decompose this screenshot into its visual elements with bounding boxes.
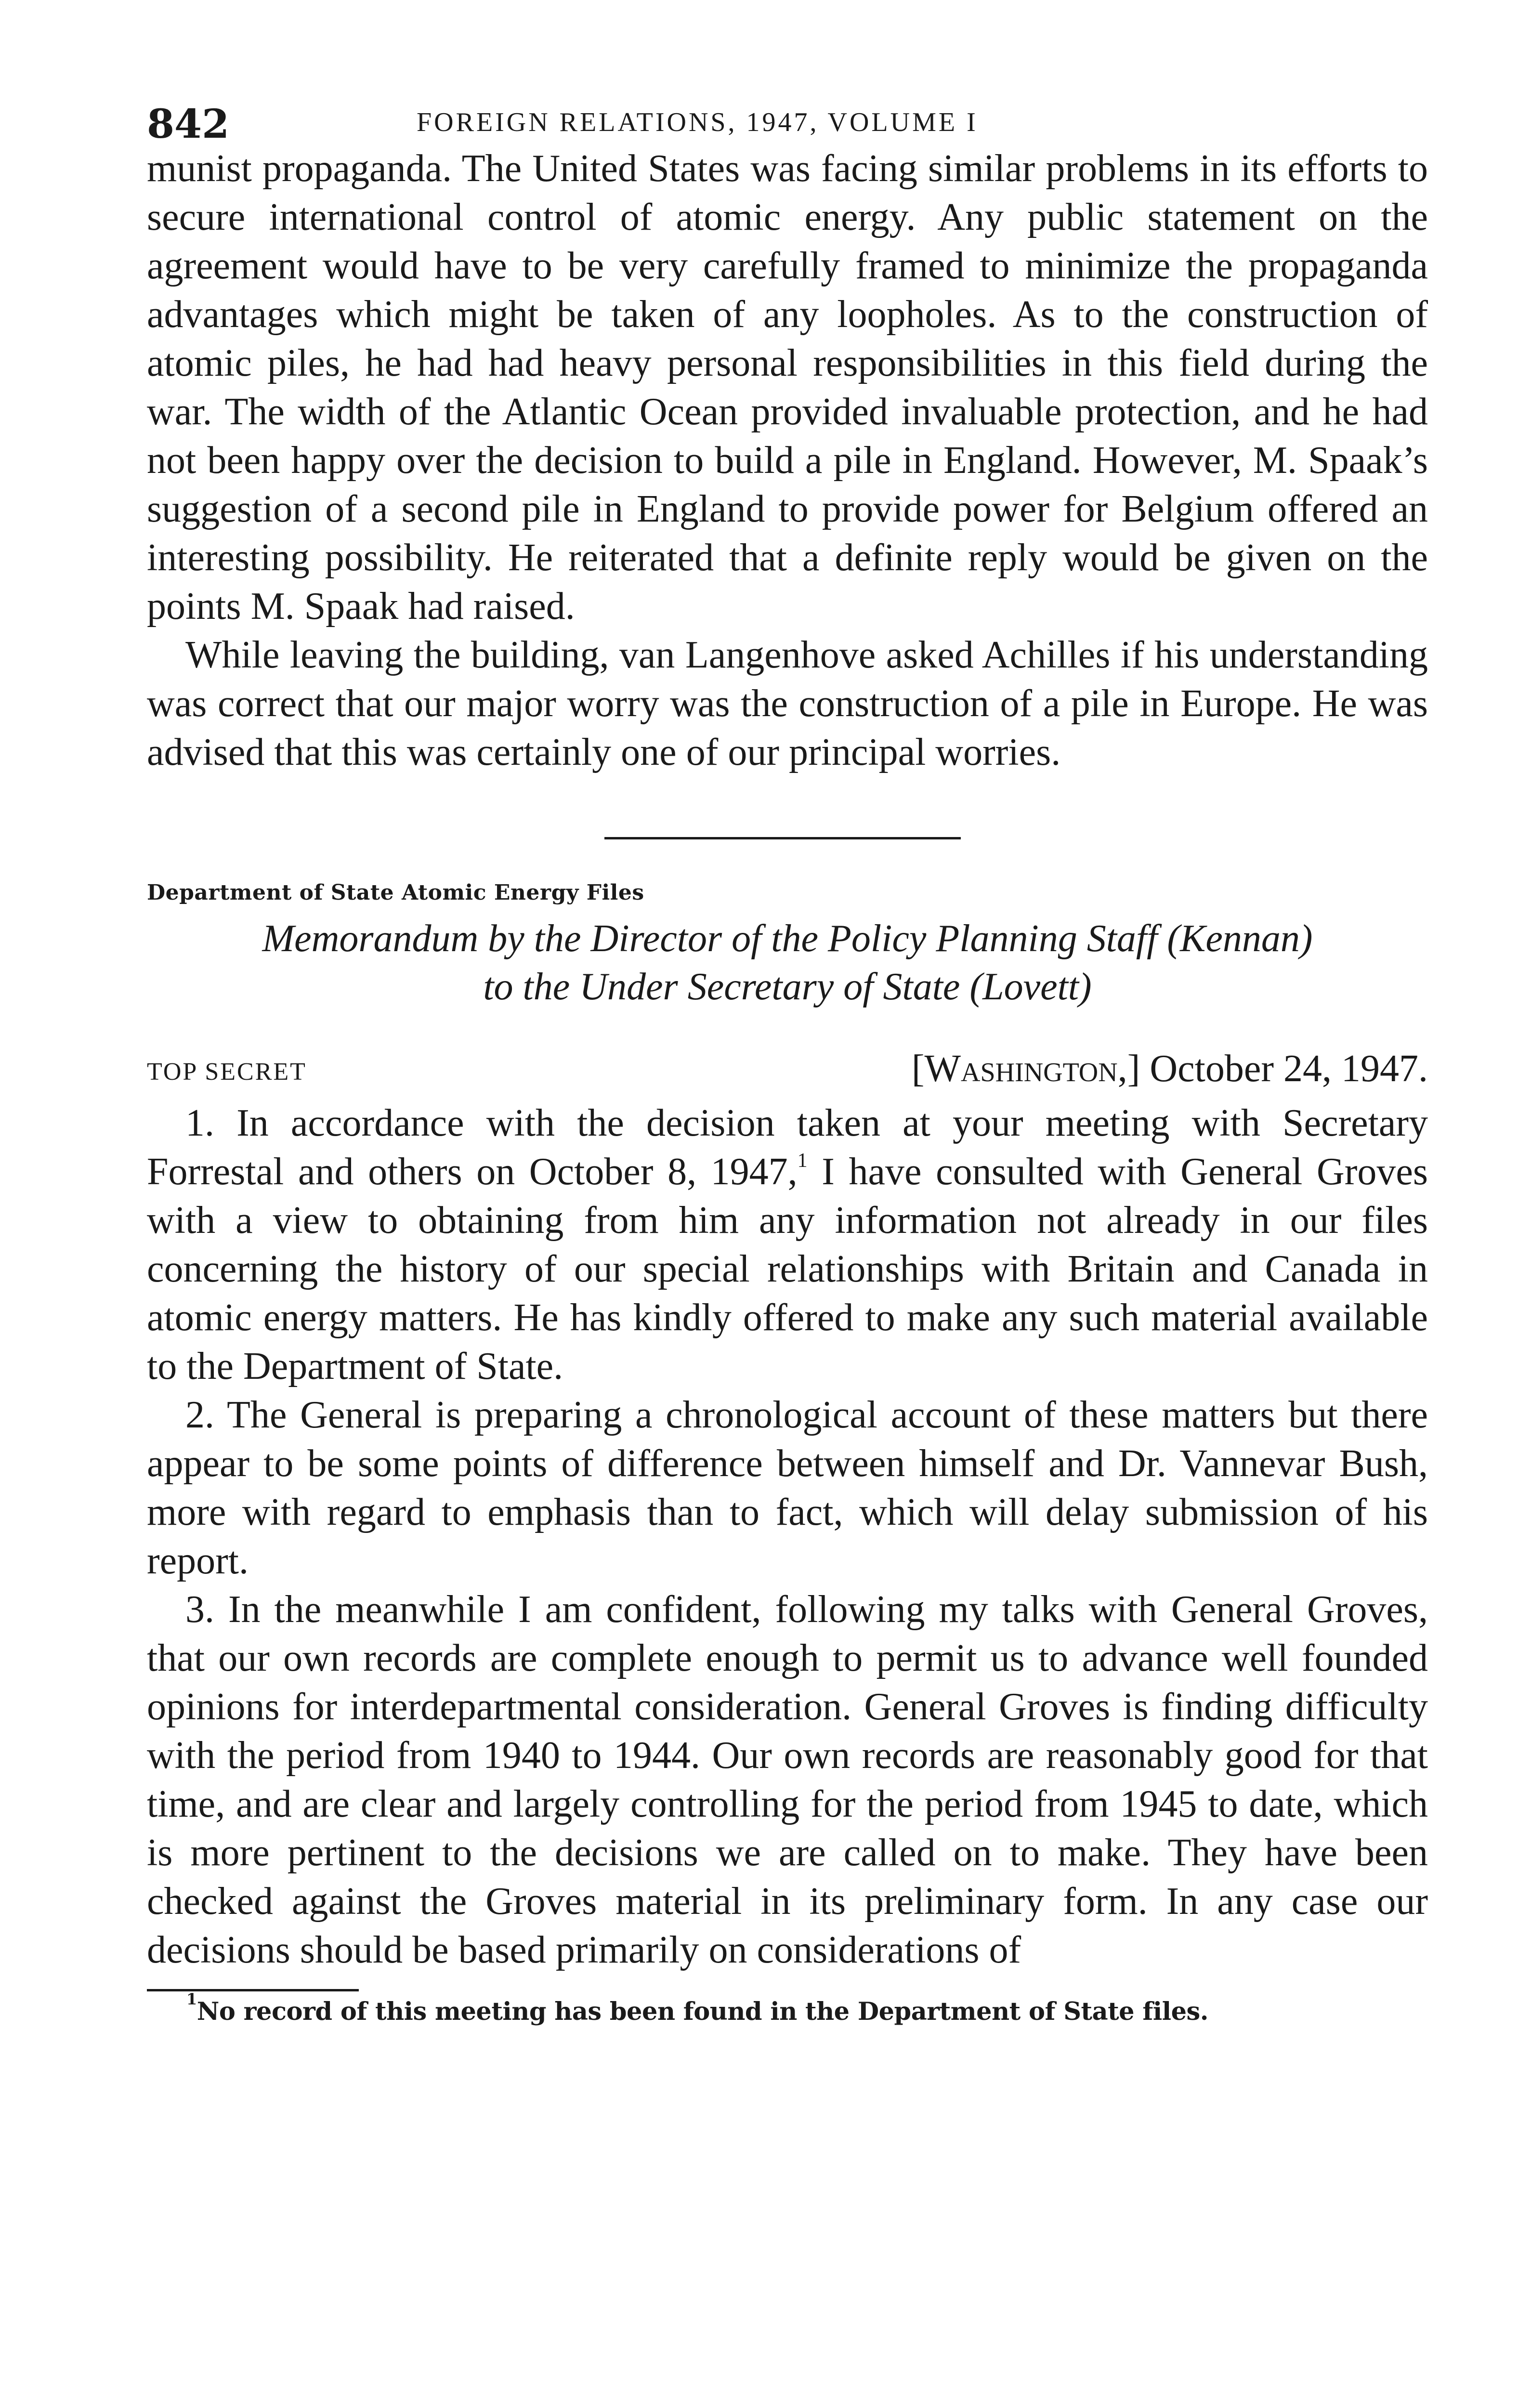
classification-label: TOP SECRET [147, 1058, 307, 1086]
footnote-reference: 1 [797, 1150, 808, 1172]
place: Washington, [924, 1047, 1127, 1090]
page-number: 842 [147, 101, 230, 147]
place-bracket-open: [ [911, 1047, 925, 1090]
page [147, 87, 1428, 2026]
memo-title-line-1: Memorandum by the Director of the Policy Planning Staff (Kennan) [262, 917, 1313, 960]
dateline [147, 1047, 1428, 1095]
place-date [912, 1047, 1428, 1091]
running-title: FOREIGN RELATIONS, 1947, VOLUME I [417, 107, 978, 137]
memo-paragraph-1-text-a: 1. In accordance with the decision taken at your meeting with Secretary Forrestal and others on October 8, 1947, [147, 1102, 1428, 1193]
date: October 24, 1947. [1150, 1047, 1428, 1090]
memo-paragraph-2: 2. The General is preparing a chronological account of these matters but there appear to be some points of difference between himself and Dr. Vannevar Bush, more with regard to emphasis than to fact, which will delay submission of his report. [147, 1394, 1428, 1582]
section-divider [604, 837, 961, 839]
running-head [147, 87, 1428, 147]
memo-paragraph-1-text-b: I have consulted with General Groves with a view to obtaining from him any information not already in our files concerning the history of our special relationships with Britain and Canada in atomic energy matters. He has kindly offered to make any such material available to the Department of State. [147, 1151, 1428, 1387]
place-bracket-close: ] [1127, 1047, 1140, 1090]
continuation-paragraph: munist propaganda. The United States was facing similar problems in its efforts to secure international control of atomic energy. Any public statement on the agreement would have to be very carefully framed to minimize the propaganda advantages which might be taken of any loopholes. As to the construction of atomic piles, he had had heavy personal responsibilities in this field during the war. The width of the Atlantic Ocean provided invaluable protection, and he had not been happy over the decision to build a pile in England. However, M. Spaak’s suggestion of a second pile in England to provide power for Belgium offered an interesting possibility. He reiterated that a definite reply would be given on the points M. Spaak had raised. [147, 147, 1428, 628]
memo-title [147, 915, 1428, 1011]
memo-body [147, 1099, 1428, 1975]
memo-paragraph-3: 3. In the meanwhile I am confident, following my talks with General Groves, that our own records are complete enough to permit us to advance well founded opinions for interdepartmental consideration. General Groves is finding difficulty with the period from 1940 to 1944. Our own records are reasonably good for that time, and are clear and largely controlling for the period from 1945 to date, which is more pertinent to the decisions we are called on to make. They have been checked against the Groves material in its preliminary form. In any case our decisions should be based primarily on considerations of [147, 1588, 1428, 1971]
closing-paragraph: While leaving the building, van Langenhove asked Achilles if his understanding was correct that our major worry was the construction of a pile in Europe. He was advised that this was certainly one of our principal worries. [147, 634, 1428, 773]
footnote-marker: 1 [186, 1990, 197, 2008]
footnote-rule [147, 1989, 359, 1991]
memo-title-line-2: to the Under Secretary of State (Lovett) [483, 966, 1092, 1008]
document-source: Department of State Atomic Energy Files [147, 880, 644, 905]
memo-paragraph-1 [147, 1099, 1428, 1391]
footnote-text: No record of this meeting has been found in the Department of State files. [196, 1997, 1208, 2026]
footnote [147, 1990, 1428, 2026]
